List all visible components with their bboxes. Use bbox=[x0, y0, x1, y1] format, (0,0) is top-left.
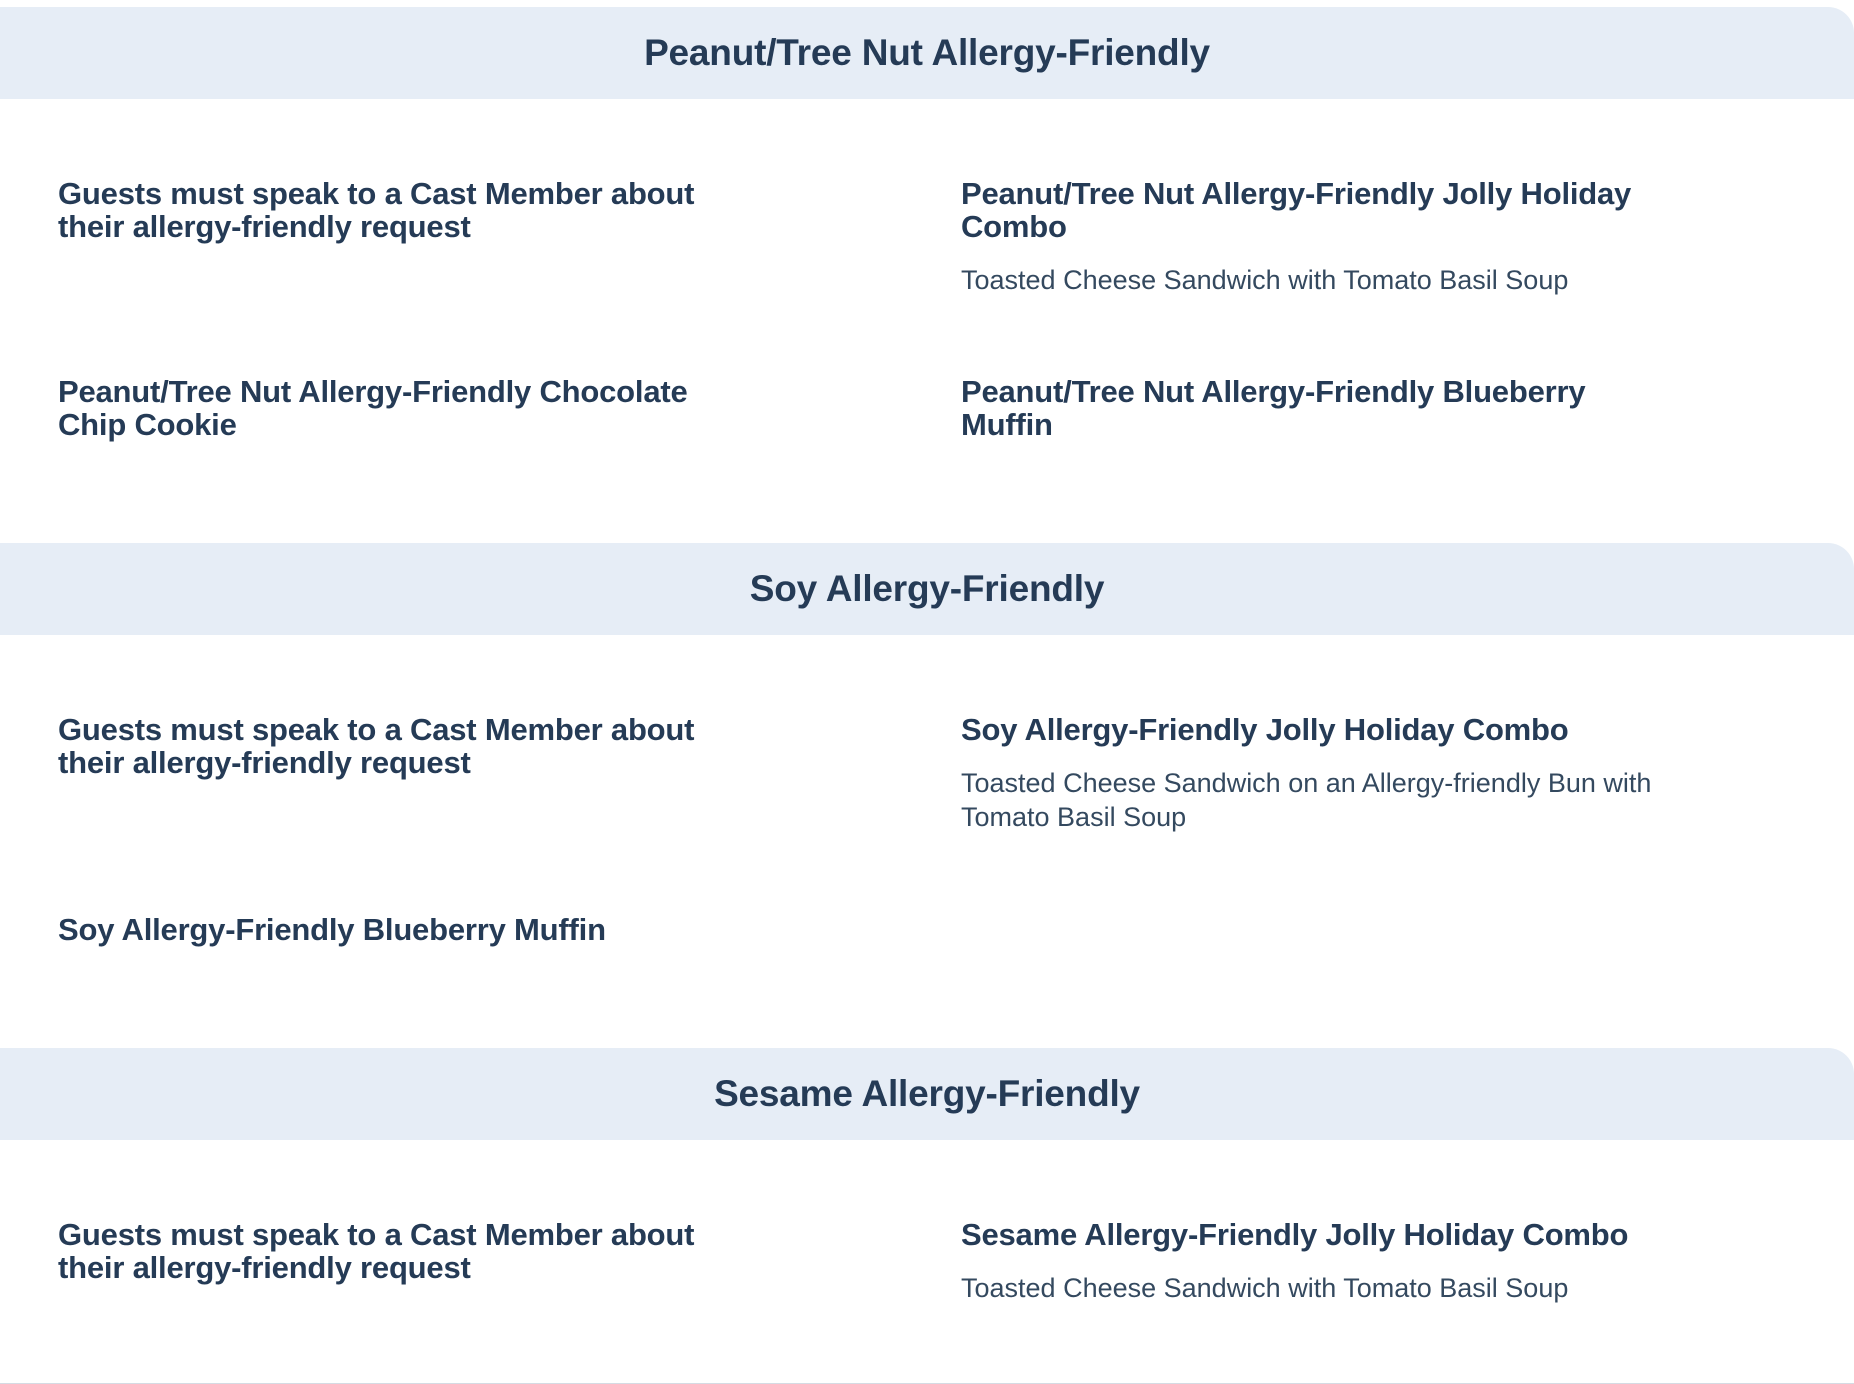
item-title: Guests must speak to a Cast Member about their allergy-friendly request bbox=[58, 176, 695, 244]
menu-item bbox=[961, 713, 1661, 834]
menu-item bbox=[58, 1218, 748, 1284]
menu-item bbox=[961, 1218, 1661, 1305]
section-soy bbox=[0, 543, 1854, 1023]
section-peanut-tree-nut bbox=[0, 7, 1854, 527]
section-header bbox=[0, 543, 1854, 635]
menu-item bbox=[961, 375, 1661, 441]
item-title: Soy Allergy-Friendly Jolly Holiday Combo bbox=[961, 712, 1569, 747]
section-header bbox=[0, 1048, 1854, 1140]
section-title: Soy Allergy-Friendly bbox=[749, 568, 1105, 609]
menu-item bbox=[58, 713, 748, 779]
item-title: Guests must speak to a Cast Member about their allergy-friendly request bbox=[58, 712, 695, 780]
menu-item bbox=[58, 375, 748, 441]
item-description: Toasted Cheese Sandwich on an Allergy-friendly Bun with Tomato Basil Soup bbox=[961, 768, 1652, 832]
item-description: Toasted Cheese Sandwich with Tomato Basil Soup bbox=[961, 265, 1569, 295]
item-title: Soy Allergy-Friendly Blueberry Muffin bbox=[58, 912, 606, 947]
menu-item bbox=[58, 177, 748, 243]
menu-item bbox=[58, 913, 748, 946]
item-title: Peanut/Tree Nut Allergy-Friendly Blueberry Muffin bbox=[961, 374, 1586, 442]
item-description: Toasted Cheese Sandwich with Tomato Basil Soup bbox=[961, 1273, 1569, 1303]
section-header bbox=[0, 7, 1854, 99]
item-title: Sesame Allergy-Friendly Jolly Holiday Combo bbox=[961, 1217, 1629, 1252]
item-title: Peanut/Tree Nut Allergy-Friendly Chocolate Chip Cookie bbox=[58, 374, 688, 442]
section-sesame bbox=[0, 1048, 1854, 1378]
menu-item bbox=[961, 177, 1661, 297]
section-title: Peanut/Tree Nut Allergy-Friendly bbox=[644, 32, 1210, 73]
item-title: Peanut/Tree Nut Allergy-Friendly Jolly Holiday Combo bbox=[961, 176, 1632, 244]
item-title: Guests must speak to a Cast Member about their allergy-friendly request bbox=[58, 1217, 695, 1285]
section-title: Sesame Allergy-Friendly bbox=[714, 1073, 1140, 1114]
